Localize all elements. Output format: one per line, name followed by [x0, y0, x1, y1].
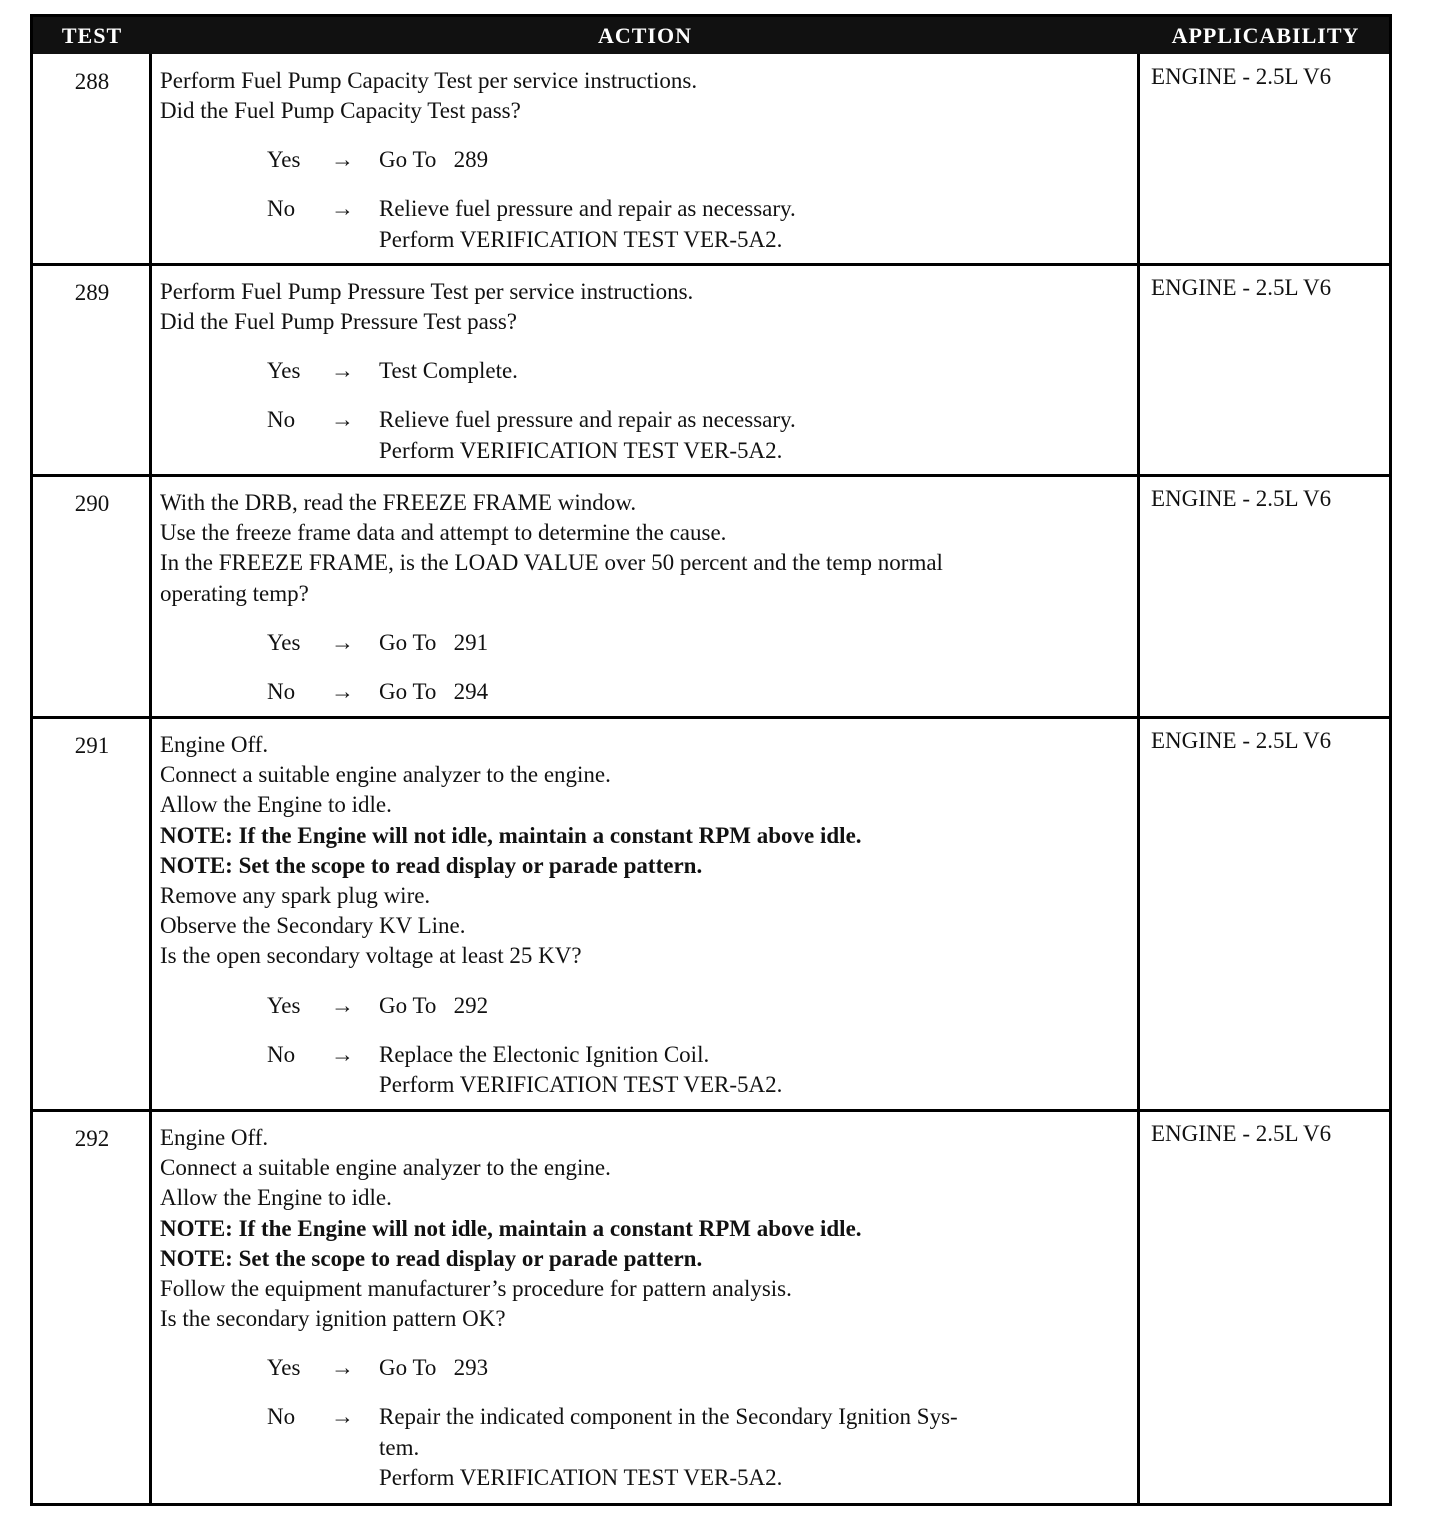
action-line: Did the Fuel Pump Capacity Test pass? [160, 98, 521, 124]
applicability-cell: ENGINE - 2.5L V6 [1151, 486, 1332, 511]
table-row [33, 718, 1389, 1111]
note-line: NOTE: Set the scope to read display or parade pattern. [160, 1245, 703, 1271]
result-line: Perform VERIFICATION TEST VER-5A2. [379, 1071, 783, 1097]
action-cell [160, 66, 1135, 254]
applicability-cell: ENGINE - 2.5L V6 [1151, 1121, 1332, 1146]
action-line: Engine Off. [160, 732, 269, 757]
action-cell [160, 277, 1135, 465]
row-divider [33, 1109, 1389, 1112]
action-line: Use the freeze frame data and attempt to determine the cause. [160, 520, 727, 546]
applicability-cell: ENGINE - 2.5L V6 [1151, 728, 1332, 753]
action-line: Perform Fuel Pump Capacity Test per service instructions. [160, 68, 698, 93]
action-line: Perform Fuel Pump Pressure Test per service instructions. [160, 279, 694, 304]
action-line: Connect a suitable engine analyzer to the engine. [160, 762, 611, 788]
arrow-right-icon: → [331, 196, 354, 222]
yes-result [379, 628, 1131, 658]
action-line: Is the open secondary voltage at least 25 KV? [160, 943, 582, 969]
arrow-right-icon: → [331, 407, 354, 433]
row-divider [33, 716, 1389, 719]
note-line: NOTE: If the Engine will not idle, maintain a constant RPM above idle. [160, 822, 862, 848]
table-row [33, 265, 1389, 476]
no-branch [160, 1402, 1135, 1492]
yes-label: Yes [267, 1355, 301, 1381]
result-line: Replace the Electonic Ignition Coil. [379, 1041, 710, 1067]
test-number: 291 [74, 733, 110, 758]
row-divider [33, 263, 1389, 266]
arrow-right-icon: → [331, 678, 354, 704]
test-number: 292 [74, 1126, 110, 1151]
action-line: Engine Off. [160, 1125, 269, 1150]
no-result [379, 194, 1131, 254]
yes-result [379, 356, 1131, 386]
action-line: Did the Fuel Pump Pressure Test pass? [160, 309, 517, 335]
action-cell [160, 730, 1135, 1100]
yes-label: Yes [267, 358, 301, 384]
result-line: Test Complete. [379, 358, 518, 384]
arrow-right-icon: → [331, 629, 354, 655]
yes-label: Yes [267, 992, 301, 1018]
result-line: Perform VERIFICATION TEST VER-5A2. [379, 437, 783, 463]
action-line: With the DRB, read the FREEZE FRAME window. [160, 490, 637, 515]
yes-label: Yes [267, 147, 301, 173]
yes-result [379, 1353, 1131, 1383]
test-number: 290 [74, 491, 110, 516]
action-cell [160, 1123, 1135, 1492]
yes-branch [160, 628, 1135, 658]
applicability-cell: ENGINE - 2.5L V6 [1151, 64, 1332, 89]
yes-label: Yes [267, 629, 301, 655]
note-line: NOTE: Set the scope to read display or parade pattern. [160, 852, 703, 878]
action-line: In the FREEZE FRAME, is the LOAD VALUE over 50 percent and the temp normal [160, 550, 943, 576]
action-line: Allow the Engine to idle. [160, 1185, 392, 1211]
header-test: TEST [61, 23, 123, 48]
yes-result [379, 991, 1131, 1021]
yes-branch [160, 991, 1135, 1021]
arrow-right-icon: → [331, 147, 354, 173]
result-line: Go To 289 [379, 147, 489, 173]
no-branch [160, 194, 1135, 254]
header-applicability: APPLICABILITY [1171, 23, 1360, 48]
result-line: Relieve fuel pressure and repair as necessary. [379, 407, 796, 433]
yes-branch [160, 1353, 1135, 1383]
arrow-right-icon: → [331, 1041, 354, 1067]
no-label: No [267, 678, 296, 704]
applicability-cell: ENGINE - 2.5L V6 [1151, 275, 1332, 300]
action-line: Follow the equipment manufacturer’s procedure for pattern analysis. [160, 1276, 792, 1302]
header-action: ACTION [597, 23, 692, 48]
result-line: Repair the indicated component in the Secondary Ignition Sys- [379, 1404, 958, 1430]
result-line: Go To 293 [379, 1355, 489, 1381]
row-divider [33, 474, 1389, 477]
action-line: Observe the Secondary KV Line. [160, 913, 466, 939]
action-line: Remove any spark plug wire. [160, 883, 431, 909]
result-line: Go To 294 [379, 678, 489, 704]
arrow-right-icon: → [331, 1355, 354, 1381]
action-line: Is the secondary ignition pattern OK? [160, 1306, 506, 1332]
action-line: operating temp? [160, 580, 309, 606]
result-line: Go To 292 [379, 992, 489, 1018]
table-row [33, 1111, 1389, 1506]
table-header [33, 17, 1389, 54]
test-number: 288 [74, 69, 110, 94]
result-line: Perform VERIFICATION TEST VER-5A2. [379, 226, 783, 252]
yes-branch [160, 356, 1135, 386]
result-line: tem. [379, 1434, 420, 1460]
arrow-right-icon: → [331, 992, 354, 1018]
table-row [33, 54, 1389, 265]
no-result [379, 1402, 1131, 1493]
arrow-right-icon: → [331, 1404, 354, 1430]
yes-branch [160, 145, 1135, 175]
no-label: No [267, 407, 296, 433]
action-line: Allow the Engine to idle. [160, 792, 392, 818]
diagnostic-table [30, 14, 1392, 1506]
no-label: No [267, 1041, 296, 1067]
test-number: 289 [74, 280, 110, 305]
no-result [379, 405, 1131, 465]
arrow-right-icon: → [331, 358, 354, 384]
note-line: NOTE: If the Engine will not idle, maintain a constant RPM above idle. [160, 1215, 862, 1241]
yes-result [379, 145, 1131, 175]
result-line: Go To 291 [379, 629, 489, 655]
action-cell [160, 488, 1135, 707]
no-branch [160, 405, 1135, 465]
no-result [379, 1040, 1131, 1100]
action-line: Connect a suitable engine analyzer to the engine. [160, 1155, 611, 1181]
no-branch [160, 677, 1135, 707]
no-label: No [267, 196, 296, 222]
table-row [33, 476, 1389, 718]
result-line: Relieve fuel pressure and repair as necessary. [379, 196, 796, 222]
result-line: Perform VERIFICATION TEST VER-5A2. [379, 1464, 783, 1490]
no-label: No [267, 1404, 296, 1430]
no-branch [160, 1040, 1135, 1100]
no-result [379, 677, 1131, 707]
